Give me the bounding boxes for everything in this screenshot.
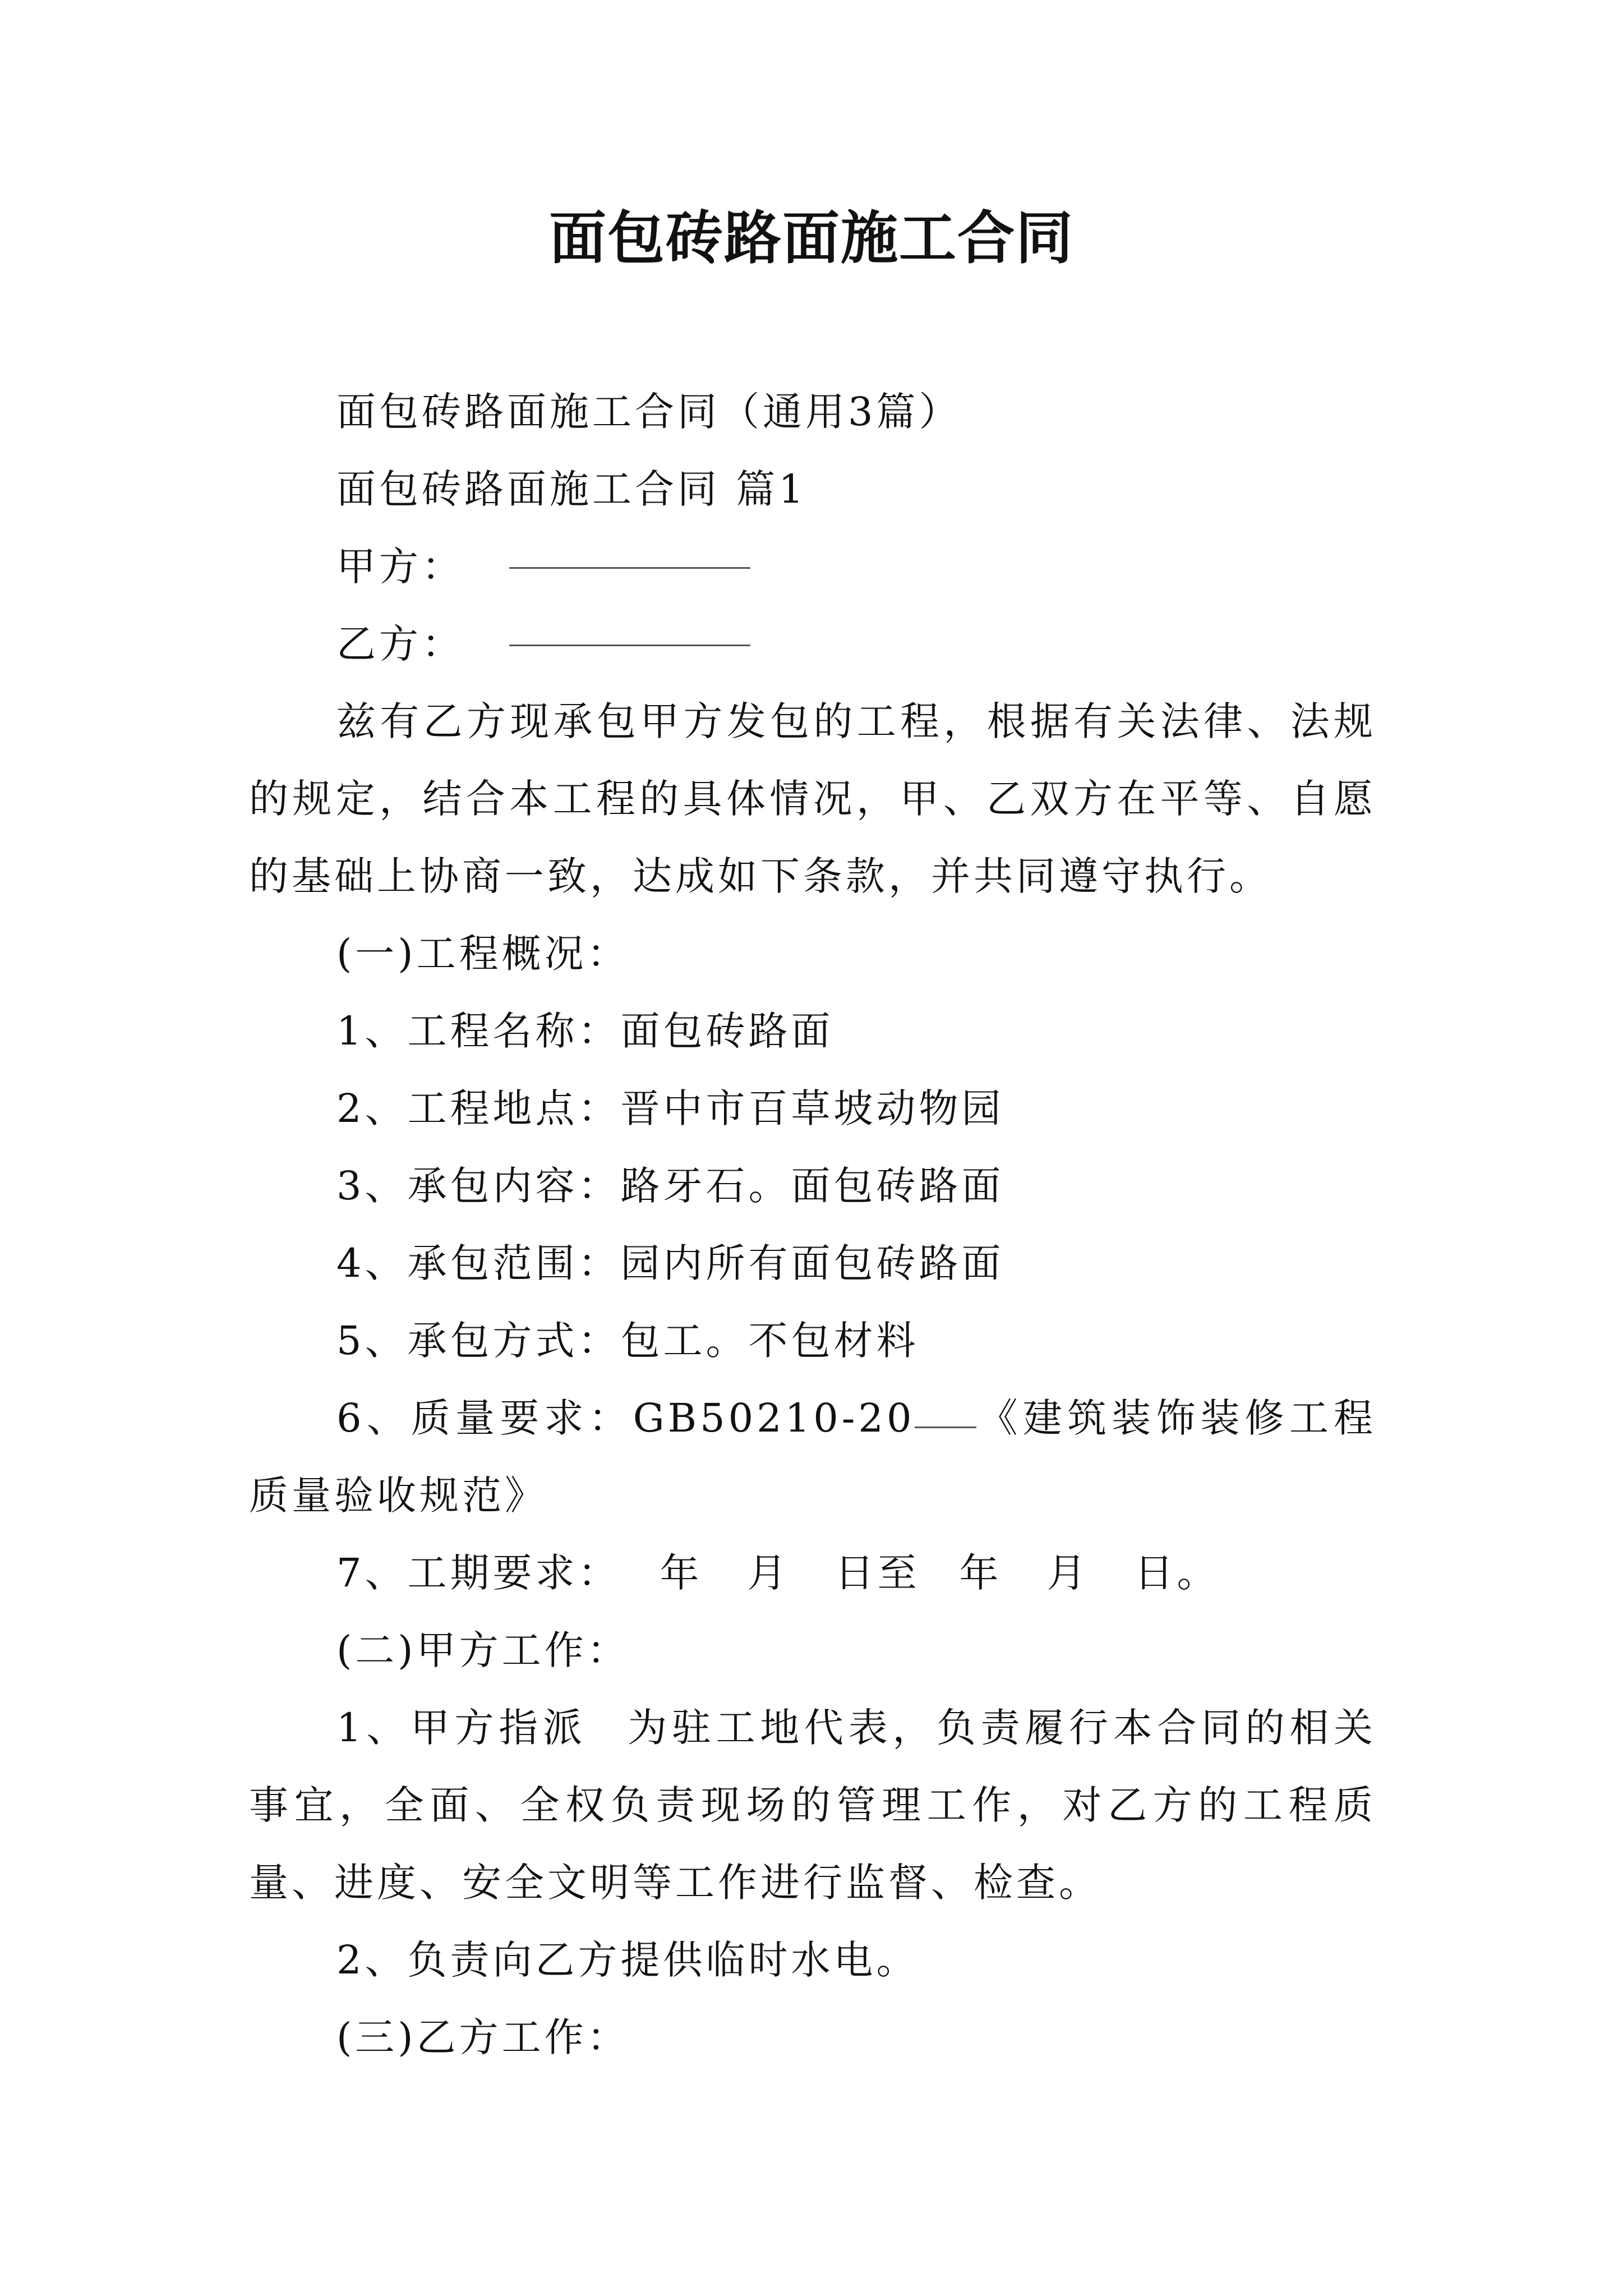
item4: 4、承包范围：园内所有面包砖路面 bbox=[336, 1240, 1004, 1286]
party-a-label: 甲方： bbox=[336, 544, 464, 590]
start-day: 日至 bbox=[834, 1550, 920, 1596]
item1: 1、工程名称：面包砖路面 bbox=[336, 1008, 834, 1054]
subtitle: 面包砖路面施工合同（通用3篇） bbox=[336, 389, 962, 435]
item5: 5、承包方式：包工。不包材料 bbox=[336, 1318, 919, 1364]
party-b-label: 乙方： bbox=[336, 621, 464, 667]
end-day: 日。 bbox=[1134, 1550, 1220, 1596]
item2: 2、工程地点：晋中市百草坡动物园 bbox=[336, 1085, 1004, 1131]
party-a-blank bbox=[509, 567, 750, 569]
end-month: 月 bbox=[1046, 1550, 1090, 1596]
year-blank bbox=[915, 1426, 976, 1428]
item7-label: 7、工期要求： bbox=[336, 1550, 621, 1596]
end-year: 年 bbox=[959, 1550, 1002, 1596]
part3-heading: (三)乙方工作： bbox=[336, 2014, 630, 2060]
party-a-item1-prefix: 1、甲方指派 bbox=[336, 1705, 587, 1751]
start-month: 月 bbox=[747, 1550, 790, 1596]
party-b-line bbox=[249, 605, 1376, 683]
item6-suffix: 《建筑装饰装修工程质量验收规范》 bbox=[249, 1395, 1376, 1519]
document-title: 面包砖路面施工合同 bbox=[549, 205, 1074, 272]
party-a-line bbox=[249, 528, 1376, 605]
party-a-item1 bbox=[249, 1689, 1376, 1921]
section-title: 面包砖路面施工合同 篇1 bbox=[336, 466, 807, 512]
item7 bbox=[249, 1534, 1376, 1612]
item6-prefix: 6、质量要求：GB50210-20 bbox=[336, 1395, 915, 1441]
item3: 3、承包内容：路牙石。面包砖路面 bbox=[336, 1163, 1004, 1209]
part1-heading: (一)工程概况： bbox=[336, 931, 630, 977]
party-b-blank bbox=[509, 644, 750, 646]
party-a-item2: 2、负责向乙方提供临时水电。 bbox=[336, 1937, 919, 1983]
part2-heading: (二)甲方工作： bbox=[336, 1627, 630, 1673]
item6 bbox=[249, 1379, 1376, 1534]
document-body bbox=[249, 373, 1376, 2076]
party-a-item1-rest: 为驻工地代表，负责履行本合同的相关事宜，全面、全权负责现场的管理工作，对乙方的工程质量、进度、安全文明等工作进行监督、检查。 bbox=[249, 1705, 1376, 1906]
intro-paragraph: 兹有乙方现承包甲方发包的工程，根据有关法律、法规的规定，结合本工程的具体情况，甲、乙双方在平等、自愿的基础上协商一致，达成如下条款，并共同遵守执行。 bbox=[249, 698, 1376, 899]
start-year: 年 bbox=[660, 1550, 703, 1596]
